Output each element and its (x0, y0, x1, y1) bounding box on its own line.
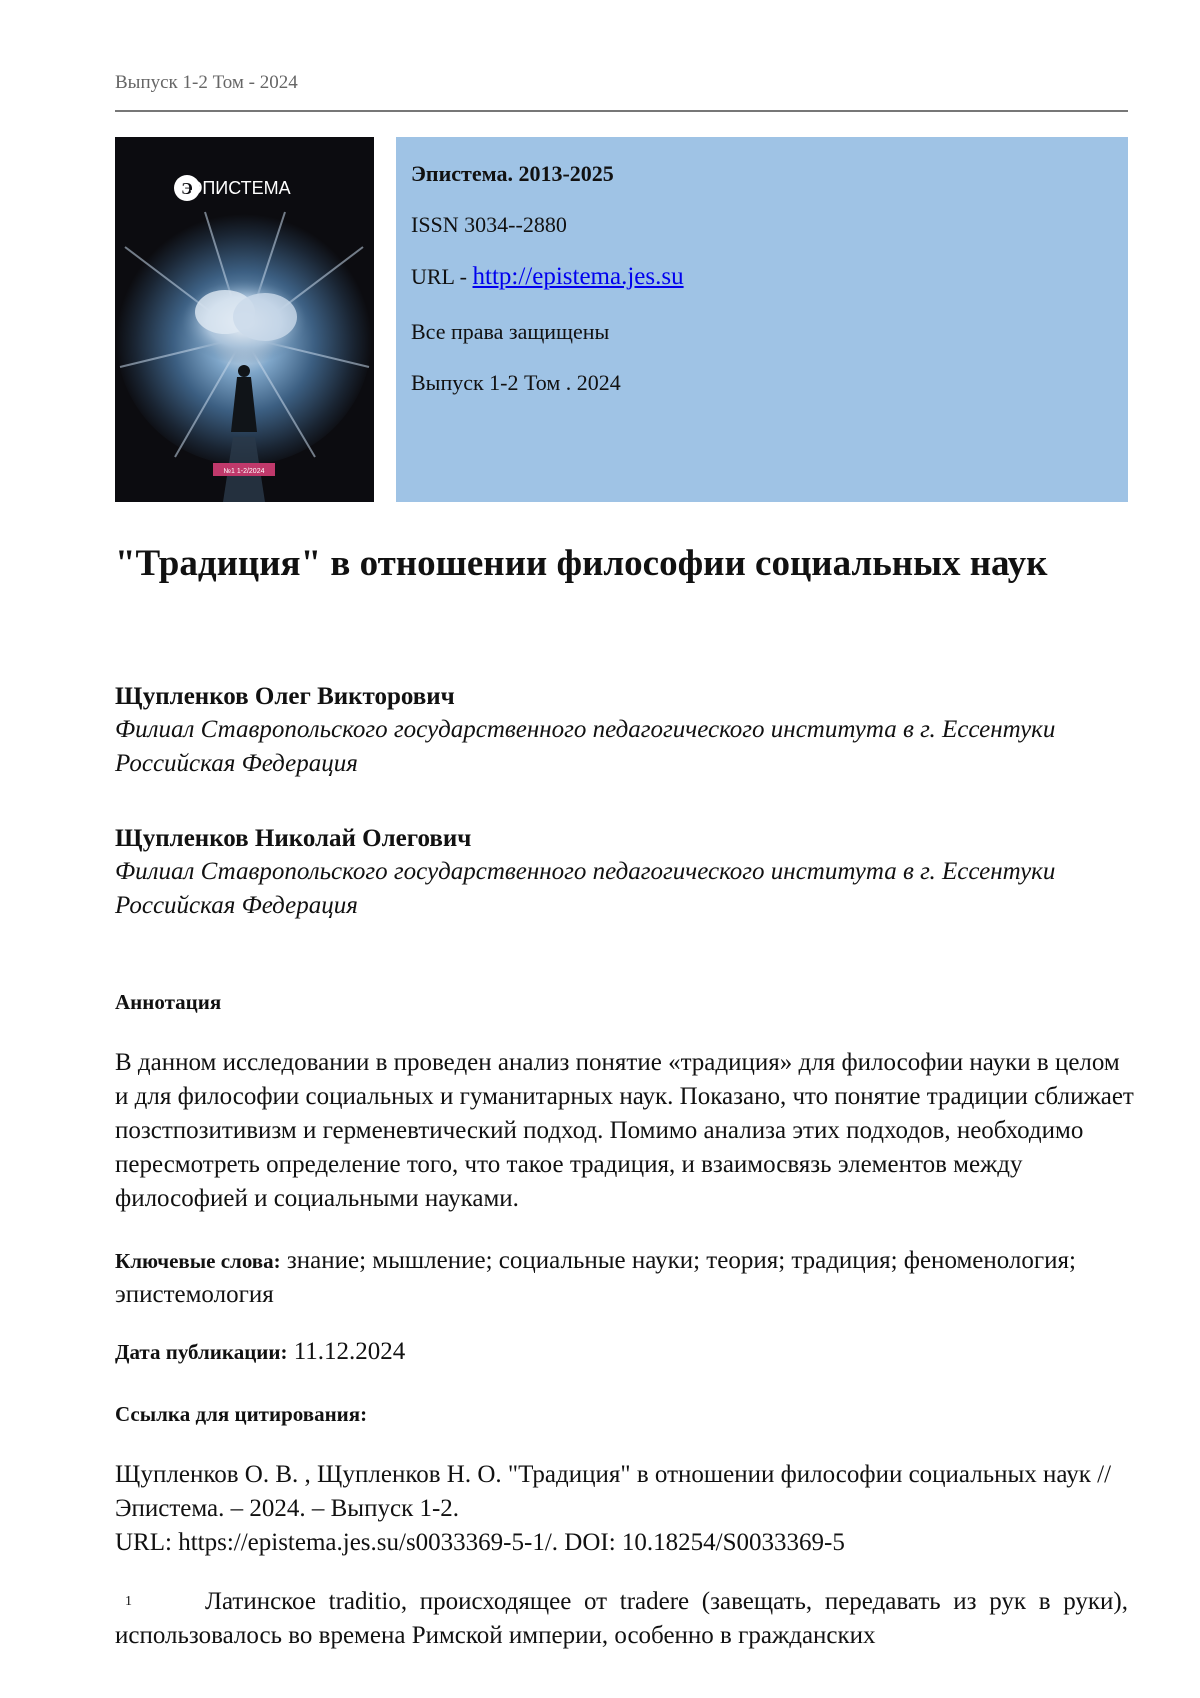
keywords (115, 1244, 1128, 1312)
footnote-text: Латинское traditio, происходящее от tradere (завещать, передавать из рук в руки), использовалось во времена Римской империи, особенно в гражданских (115, 1588, 1128, 1649)
citation-url-doi: URL: https://epistema.jes.su/s0033369-5-1/. DOI: 10.18254/S0033369-5 (115, 1529, 845, 1556)
footnote-mark: 1 (125, 1594, 132, 1609)
keywords-label: Ключевые слова: (115, 1249, 281, 1273)
keywords-value: знание; мышление; социальные науки; теория; традиция; феноменология; эпистемология (115, 1247, 1076, 1308)
journal-url-line (411, 263, 684, 291)
cover-logo-text: ЭПИСТЕМА (189, 178, 291, 198)
journal-rights: Все права защищены (411, 319, 610, 344)
pubdate-value: 11.12.2024 (287, 1338, 406, 1365)
author-country: Российская Федерация (115, 892, 358, 919)
author-2 (115, 822, 1128, 923)
author-country: Российская Федерация (115, 750, 358, 777)
header-divider (115, 110, 1128, 112)
author-1 (115, 680, 1128, 781)
author-name: Щупленков Николай Олегович (115, 825, 472, 852)
citation-text: Щупленков О. В. , Щупленков Н. О. "Традиция" в отношении философии социальных наук // Эпистема. – 2024. – Выпуск 1-2. (115, 1461, 1112, 1522)
running-header: Выпуск 1-2 Том - 2024 (115, 72, 298, 93)
author-affiliation: Филиал Ставропольского государственного педагогического института в г. Ессентуки (115, 858, 1056, 885)
annotation-heading: Аннотация (115, 990, 222, 1014)
journal-issn: ISSN 3034--2880 (411, 212, 567, 237)
citation-heading: Ссылка для цитирования: (115, 1402, 368, 1426)
journal-cover-image (115, 137, 374, 502)
cover-issue-badge: №1 1-2/2024 (223, 468, 265, 475)
journal-issue: Выпуск 1-2 Том . 2024 (411, 370, 621, 395)
journal-url-prefix: URL - (411, 264, 473, 289)
publication-date (115, 1338, 405, 1366)
journal-name: Эпистема. 2013-2025 (411, 161, 614, 186)
pubdate-label: Дата публикации: (115, 1340, 288, 1364)
footnote (115, 1585, 1128, 1653)
author-name: Щупленков Олег Викторович (115, 683, 455, 710)
citation (115, 1458, 1128, 1560)
journal-url-link[interactable]: http://epistema.jes.su (472, 263, 684, 290)
article-title: "Традиция" в отношении философии социальных наук (115, 543, 1048, 584)
cover-illustration (115, 137, 374, 502)
abstract-text: В данном исследовании в проведен анализ понятие «традиция» для философии науки в целом и для философии социальных и гуманитарных наук. Показано, что понятие традиции сближает позстпозитивизм и герменевтический подход. Помимо анализа этих подходов, необходимо пересмотреть определение того, что такое традиция, и взаимосвязь элементов между философией и социальными науками. (115, 1049, 1134, 1212)
svg-text:Э: Э (181, 179, 193, 198)
author-affiliation: Филиал Ставропольского государственного педагогического института в г. Ессентуки (115, 716, 1056, 743)
journal-info-box (396, 137, 1128, 502)
